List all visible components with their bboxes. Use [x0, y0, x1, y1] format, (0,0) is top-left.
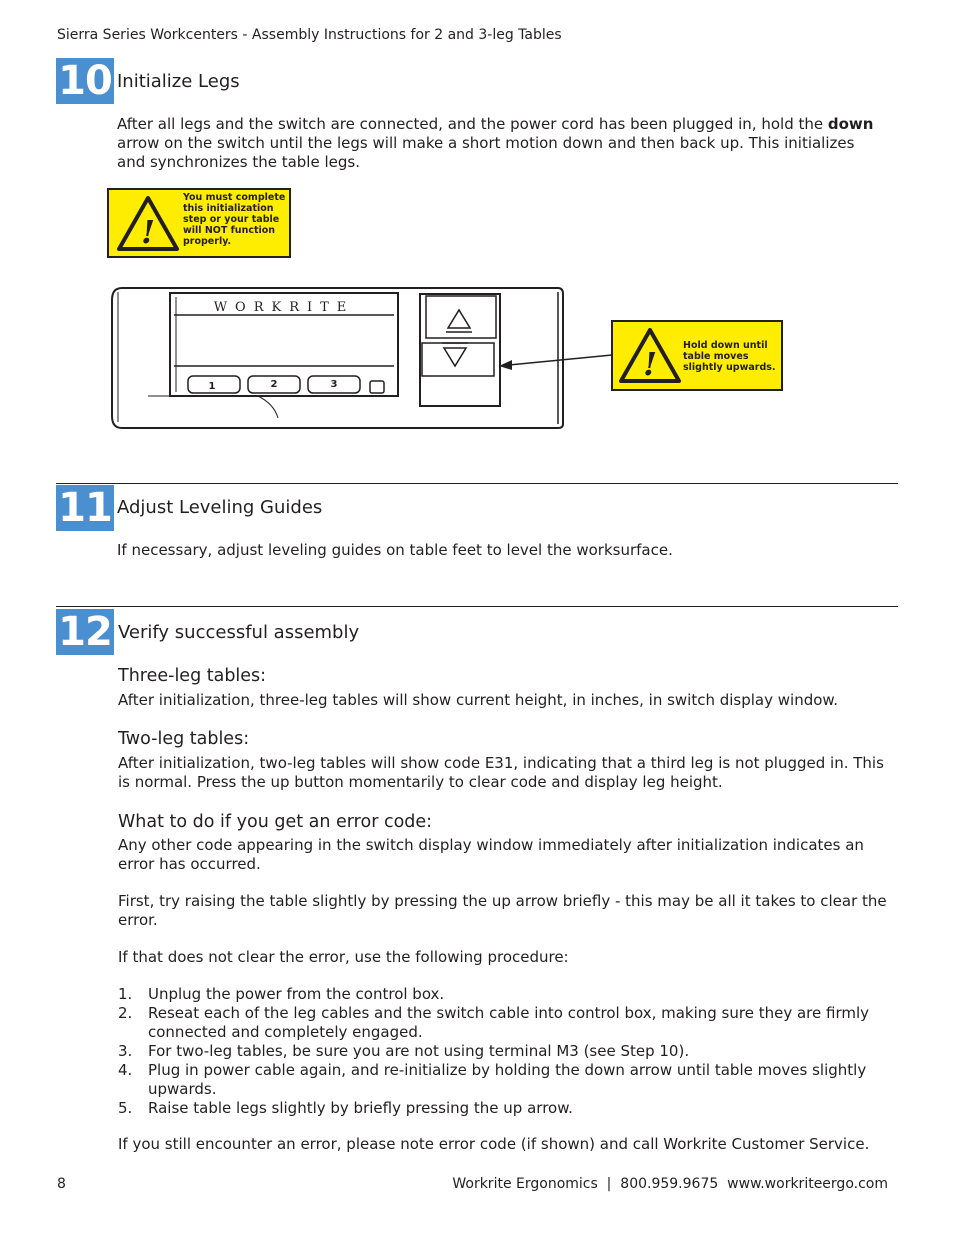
- step-number-11: 11: [56, 485, 114, 531]
- error-procedure-list: [118, 985, 898, 1118]
- warning-text: You must complete this initialization step or your table will NOT function properly.: [183, 192, 286, 247]
- document-header: Sierra Series Workcenters - Assembly Instructions for 2 and 3-leg Tables: [57, 27, 562, 43]
- error-heading: What to do if you get an error code:: [118, 812, 433, 832]
- list-item: 2. Reseat each of the leg cables and the switch cable into control box, making sure they are firmly connected and completely engaged.: [118, 1004, 870, 1041]
- callout-arrow: [495, 350, 615, 375]
- switch-brand: WORKRITE: [213, 300, 355, 315]
- svg-text:3: 3: [330, 379, 338, 390]
- step-title-11: Adjust Leveling Guides: [117, 497, 323, 518]
- step11-body: If necessary, adjust leveling guides on table feet to level the worksurface.: [117, 541, 673, 559]
- svg-text:1: 1: [208, 381, 216, 392]
- list-item: 5. Raise table legs slightly by briefly pressing the up arrow.: [118, 1099, 573, 1117]
- svg-text:2: 2: [270, 379, 278, 390]
- memory-button-1[interactable]: [188, 376, 240, 393]
- list-item: 4. Plug in power cable again, and re-initialize by holding the down arrow until table moves slightly upwards.: [118, 1061, 867, 1098]
- step-number-10: 10: [56, 58, 114, 104]
- memory-button-3[interactable]: [308, 376, 360, 393]
- warning-box: [107, 188, 291, 258]
- small-button[interactable]: [370, 381, 384, 393]
- step-title-12: Verify successful assembly: [118, 622, 360, 643]
- error-paragraph-4: If you still encounter an error, please note error code (if shown) and call Workrite Customer Service.: [118, 1135, 870, 1153]
- page-number: 8: [57, 1176, 66, 1192]
- svg-text:!: !: [642, 345, 658, 383]
- memory-button-2[interactable]: [248, 376, 300, 393]
- step-title-10: Initialize Legs: [117, 71, 240, 92]
- three-leg-heading: Three-leg tables:: [118, 666, 267, 686]
- error-paragraph-1: Any other code appearing in the switch display window immediately after initialization indicates an error has occurred.: [118, 836, 864, 873]
- warning-triangle-icon: [619, 328, 681, 384]
- two-leg-body: After initialization, two-leg tables will show code E31, indicating that a third leg is not plugged in. This is normal. Press the up button momentarily to clear code and display leg height.: [118, 754, 884, 791]
- list-item: 1. Unplug the power from the control box.: [118, 985, 445, 1003]
- warning-triangle-icon: [117, 196, 179, 252]
- footer-contact: Workrite Ergonomics | 800.959.9675 www.workriteergo.com: [452, 1176, 888, 1192]
- svg-text:!: !: [140, 213, 156, 251]
- list-item: 3. For two-leg tables, be sure you are not using terminal M3 (see Step 10).: [118, 1042, 690, 1060]
- three-leg-body: After initialization, three-leg tables will show current height, in inches, in switch display window.: [118, 691, 839, 709]
- callout-box: [611, 320, 783, 391]
- two-leg-heading: Two-leg tables:: [118, 729, 250, 749]
- up-arrow-button[interactable]: [426, 296, 496, 338]
- step-number-12: 12: [56, 609, 114, 655]
- callout-text: Hold down until table moves slightly upwards.: [683, 340, 776, 373]
- down-arrow-button[interactable]: [422, 343, 494, 376]
- error-paragraph-2: First, try raising the table slightly by pressing the up arrow briefly - this may be all it takes to clear the error.: [118, 892, 887, 929]
- section-divider: [56, 606, 898, 607]
- error-paragraph-3: If that does not clear the error, use the following procedure:: [118, 948, 569, 966]
- section-divider: [56, 483, 898, 484]
- step10-body: After all legs and the switch are connected, and the power cord has been plugged in, hold the down arrow on the switch until the legs will make a short motion down and then back up. This initializes and synchronizes the table legs.: [117, 115, 874, 171]
